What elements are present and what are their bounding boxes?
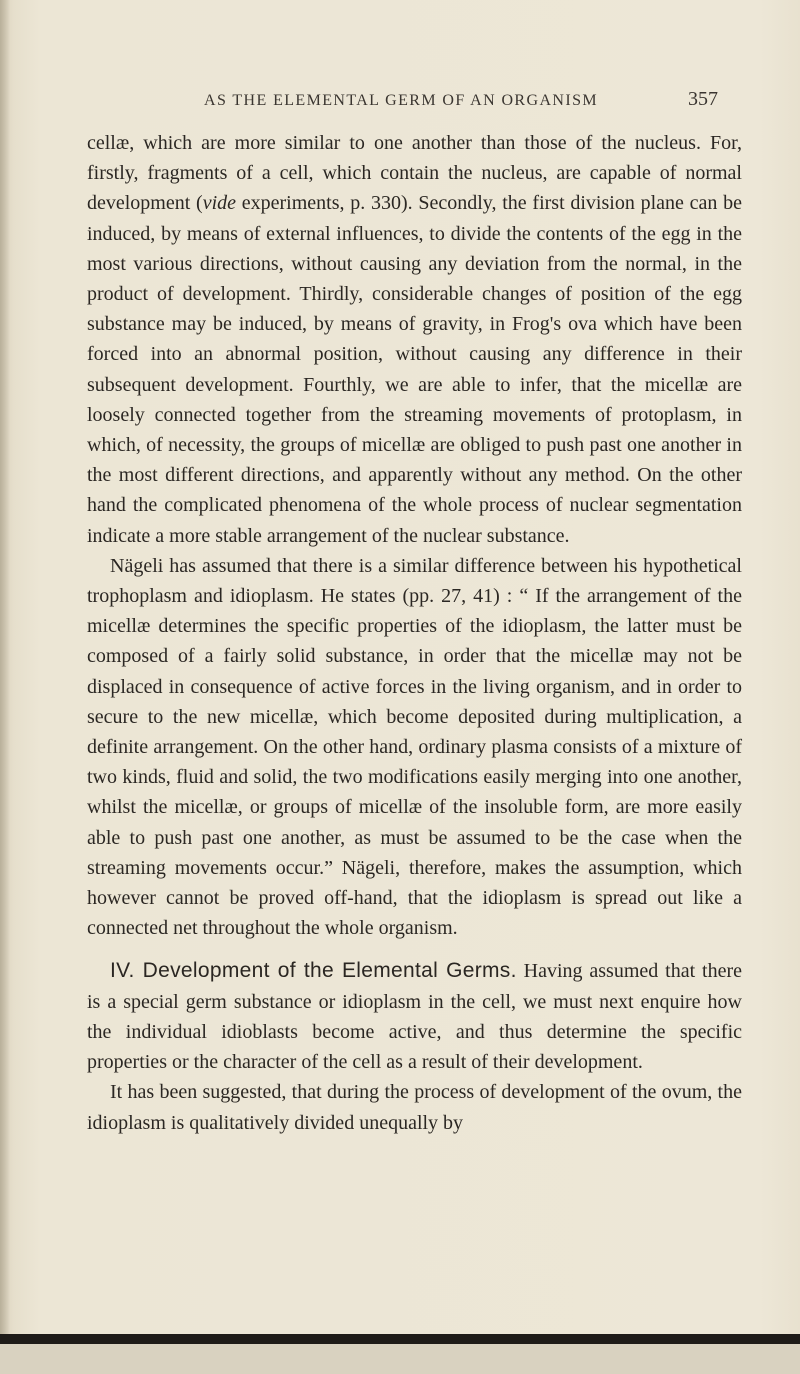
body-text <box>87 128 742 1138</box>
paragraph-section-iv <box>87 956 742 1077</box>
section-heading: IV. Development of the Elemental Germs. <box>110 959 517 983</box>
bottom-margin <box>0 1344 800 1374</box>
page-header <box>0 88 800 118</box>
paragraph-1 <box>87 128 742 551</box>
page-number: 357 <box>688 88 718 110</box>
paragraph-3-text: Having assumed that there is a special germ substance or idioplasm in the cell, we must next enquire how the individual idioblasts become active, and thus determine the specific properties or the character of the cell as a result of their development. <box>87 960 743 1074</box>
paragraph-1-continued: experiments, p. 330). Secondly, the first division plane can be induced, by means of external influences, to divide the contents of the egg in the most various directions, without causing any deviation from the normal, in the product of development. Thirdly, considerable changes of position of the egg substance may be induced, by means of gravity, in Frog's ova which have been forced into an abnormal position, without causing any difference in their subsequent development. Fourthly, we are able to infer, that the micellæ are loosely connected together from the streaming movements of protoplasm, in which, of necessity, the groups of micellæ are obliged to push past one another in the most different directions, and apparently without any method. On the other hand the complicated phenomena of the whole process of nuclear segmentation indicate a more stable arrangement of the nuclear substance. <box>87 192 742 547</box>
paragraph-1-text: cellæ, which are more similar to one another than those of the nucleus. For, firstly, fragments of a cell, which contain the nucleus, are capable of normal development ( <box>87 132 742 215</box>
paragraph-4: It has been suggested, that during the process of development of the ovum, the idioplasm is qualitatively divided unequally by <box>87 1081 742 1134</box>
running-head: AS THE ELEMENTAL GERM OF AN ORGANISM <box>204 92 599 109</box>
binding-shadow <box>0 0 10 1374</box>
bottom-edge-rule <box>0 1334 800 1344</box>
paragraph-1-vide: vide <box>202 192 237 215</box>
paragraph-2: Nägeli has assumed that there is a similar difference between his hypothetical trophoplasm and idioplasm. He states (pp. 27, 41) : “ If the arrangement of the micellæ determines the specific properties of the idioplasm, the latter must be composed of a fairly solid substance, in order that the micellæ may not be displaced in consequence of active forces in the living organism, and in order to secure to the new micellæ, which become deposited during multiplication, a definite arrangement. On the other hand, ordinary plasma consists of a mixture of two kinds, fluid and solid, the two modifications easily merging into one another, whilst the micellæ, or groups of micellæ of the insoluble form, are more easily able to push past one another, as must be assumed to be the case when the streaming movements occur.” Nägeli, therefore, makes the assumption, which however cannot be proved off-hand, that the idioplasm is spread out like a connected net throughout the whole organism. <box>87 554 742 940</box>
